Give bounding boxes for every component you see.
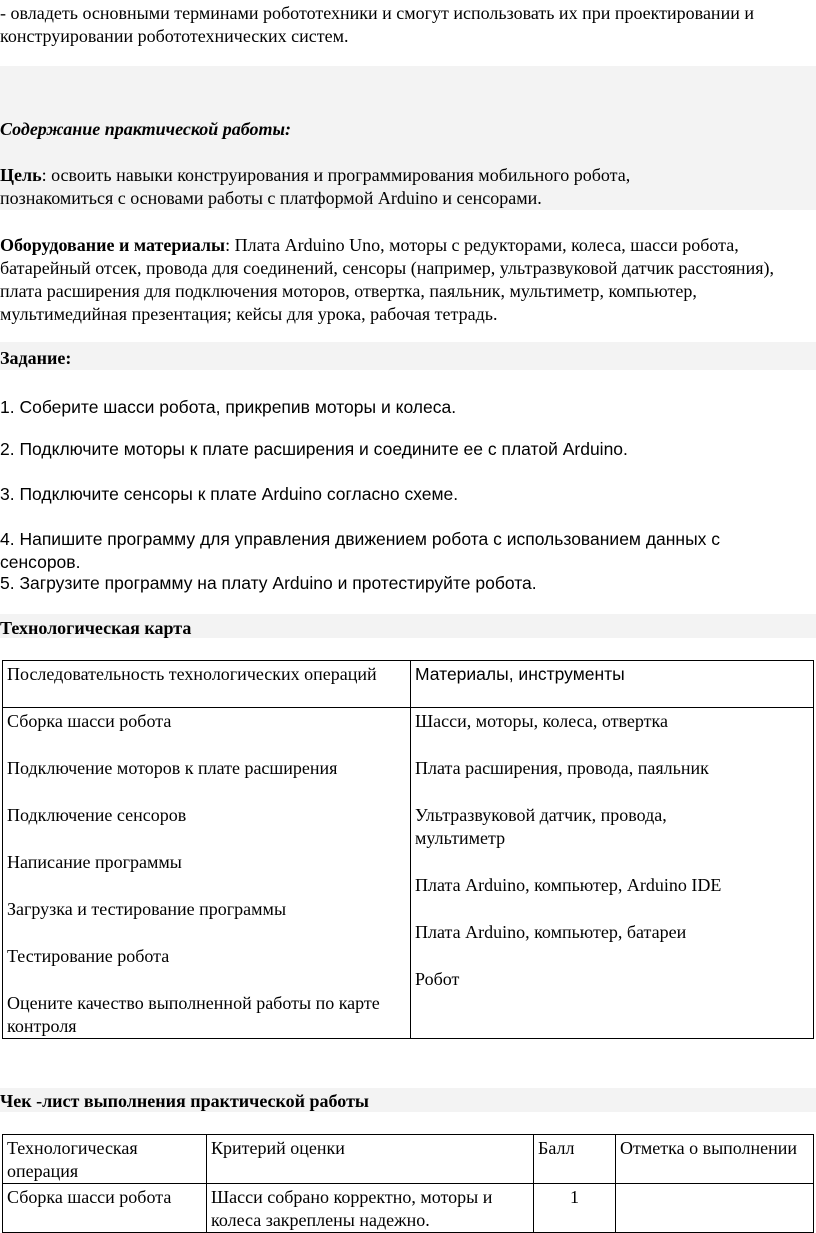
task-step: 1. Соберите шасси робота, прикрепив моторы и колеса.	[0, 397, 457, 417]
goal-text: : освоить навыки конструирования и программирования мобильного робота, познакомиться с основами работы с платформой Arduino и сенсорами.	[0, 165, 631, 208]
checklist-table	[2, 1134, 814, 1233]
material-item: Плата расширения, провода, паяльник	[415, 758, 709, 778]
table-header-row	[3, 661, 814, 708]
material-item: Плата Arduino, компьютер, Arduino IDE	[415, 875, 722, 895]
operation-item: Сборка шасси робота	[7, 711, 172, 731]
material-item: Ультразвуковой датчик, провода, мультиметр	[415, 805, 667, 848]
equipment-paragraph	[0, 234, 800, 326]
task-step: 5. Загрузите программу на плату Arduino и протестируйте робота.	[0, 573, 537, 593]
equipment-label: Оборудование и материалы	[0, 235, 226, 255]
equipment-text: : Плата Arduino Uno, моторы с редукторами, колеса, шасси робота, батарейный отсек, провода для соединений, сенсоры (например, ультразвуковой датчик расстояния), плата расширения для подключения моторов, отвертка, паяльник, мультиметр, компьютер, мультимедийная презентация; кейсы для урока, рабочая тетрадь.	[0, 235, 774, 324]
table-header-cell: Критерий оценки	[207, 1135, 534, 1184]
table-header-cell: Отметка о выполнении	[616, 1135, 814, 1184]
operation-item: Загрузка и тестирование программы	[7, 899, 287, 919]
table-header-cell: Последовательность технологических операций	[3, 661, 411, 708]
checklist-heading: Чек -лист выполнения практической работы	[0, 1091, 369, 1111]
table-cell: Сборка шасси робота	[3, 1184, 207, 1233]
table-row	[3, 1184, 814, 1233]
material-item: Плата Arduino, компьютер, батареи	[415, 922, 687, 942]
material-item: Робот	[415, 969, 460, 989]
table-cell	[616, 1184, 814, 1233]
task-step: 2. Подключите моторы к плате расширения и соедините ее с платой Arduino.	[0, 439, 628, 459]
operation-item: Подключение сенсоров	[7, 805, 187, 825]
task-step: 4. Напишите программу для управления движением робота с использованием данных с сенсоров.	[0, 529, 721, 572]
operation-item: Написание программы	[7, 852, 182, 872]
table-cell: 1	[534, 1184, 616, 1233]
operation-item: Тестирование робота	[7, 946, 170, 966]
tech-map-heading: Технологическая карта	[0, 618, 192, 638]
table-header-row	[3, 1135, 814, 1184]
task-heading: Задание:	[0, 348, 72, 368]
table-row	[3, 708, 814, 1039]
goal-label: Цель	[0, 165, 42, 185]
table-header-cell: Балл	[534, 1135, 616, 1184]
content-heading: Содержание практической работы:	[0, 119, 292, 139]
table-cell: Шасси собрано корректно, моторы и колеса закреплены надежно.	[207, 1184, 534, 1233]
operation-item: Подключение моторов к плате расширения	[7, 758, 338, 778]
goal-paragraph	[0, 164, 730, 210]
material-item: Шасси, моторы, колеса, отвертка	[415, 711, 668, 731]
task-step: 3. Подключите сенсоры к плате Arduino согласно схеме.	[0, 484, 459, 504]
materials-cell	[411, 708, 814, 1039]
tech-map-table	[2, 660, 814, 1039]
operations-cell	[3, 708, 411, 1039]
operation-item: Оцените качество выполненной работы по карте контроля	[7, 993, 380, 1036]
intro-text: - овладеть основными терминами робототехники и смогут использовать их при проектировании и конструировании робототехнических систем.	[0, 3, 754, 46]
table-header-cell: Технологическая операция	[3, 1135, 207, 1184]
table-header-cell: Материалы, инструменты	[411, 661, 814, 708]
